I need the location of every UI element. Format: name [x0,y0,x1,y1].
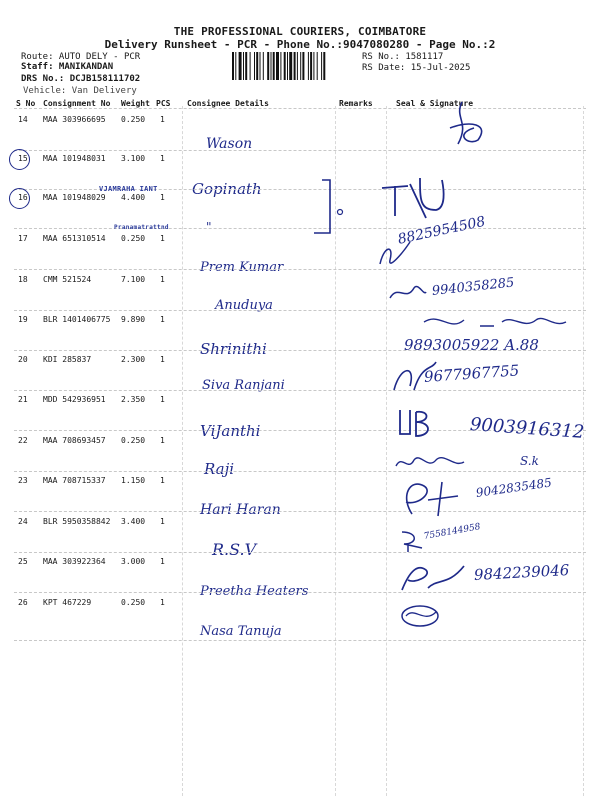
row-sno: 24 [18,517,28,526]
row-consignment-no: CMM 521524 [43,275,92,284]
handwritten-phone: 9940358285 [431,275,516,299]
row-weight: 2.300 [121,355,146,364]
circle-mark-16 [9,188,30,209]
row-consignment-no: KDI 285837 [43,355,92,364]
row-consignee-handwritten: Preetha Heaters [200,584,309,599]
row-sno: 17 [18,234,28,243]
row-weight: 0.250 [121,436,146,445]
row-divider [14,511,586,512]
rs-number: RS No.: 1581117 [362,52,444,62]
row-weight: 3.000 [121,557,146,566]
drs-label: DRS No.: DCJB158111702 [21,74,141,84]
stamp-impression: Pranamatrattnd [114,224,169,231]
handwritten-phone: 9003916312 [469,414,585,443]
row-pcs: 1 [160,275,165,284]
handwritten-phone: 8825954508 [396,213,487,248]
barcode [232,52,354,80]
row-divider [14,269,586,270]
row-sno: 14 [18,115,28,124]
row-consignee-handwritten: Raji [204,460,235,478]
row-consignee-handwritten: Gopinath [192,180,262,198]
row-divider [14,310,586,311]
row-consignment-no: MAA 708715337 [43,476,106,485]
row-consignment-no: MAA 303922364 [43,557,106,566]
row-sno: 23 [18,476,28,485]
col-pcs: PCS [156,99,171,108]
row-consignee-handwritten: Hari Haran [200,502,281,518]
col-consignee: Consignee Details [187,99,269,108]
row-weight: 4.400 [121,193,146,202]
signature-scribble [394,452,474,474]
row-consignee-handwritten: Anuduya [215,298,273,313]
circle-mark-15 [9,149,30,170]
column-divider [182,106,183,796]
row-pcs: 1 [160,193,165,202]
row-pcs: 1 [160,395,165,404]
rs-date: RS Date: 15-Jul-2025 [362,63,471,73]
row-weight: 0.250 [121,234,146,243]
signature-scribble [420,312,570,336]
row-weight: 2.350 [121,395,146,404]
row-divider [14,228,586,229]
col-sno: S No [16,99,36,108]
bracket-mark [312,178,352,238]
row-sno: 22 [18,436,28,445]
row-pcs: 1 [160,517,165,526]
row-consignee-handwritten: Siva Ranjani [202,378,285,393]
row-pcs: 1 [160,355,165,364]
row-consignee-handwritten: R.S.V [212,540,257,559]
row-sno: 15 [18,154,28,163]
row-pcs: 1 [160,234,165,243]
handwritten-note: S.k [520,454,539,468]
row-consignment-no: MAA 708693457 [43,436,106,445]
row-weight: 0.250 [121,115,146,124]
col-weight: Weight [121,99,150,108]
row-consignment-no: MAA 101948031 [43,154,106,163]
row-sno: 25 [18,557,28,566]
row-consignment-no: MAA 303966695 [43,115,106,124]
row-consignee-handwritten: " [206,220,212,234]
row-weight: 3.400 [121,517,146,526]
row-pcs: 1 [160,476,165,485]
row-consignee-handwritten: ViJanthi [200,422,261,440]
handwritten-phone: 9842239046 [473,561,570,584]
signature-scribble [398,476,468,518]
col-consignment: Consignment No [43,99,111,108]
signature-scribble [388,280,428,308]
handwritten-phone: 9677967755 [423,361,520,386]
row-consignment-no: MAA 101948029 [43,193,106,202]
header-rule [14,108,586,109]
row-pcs: 1 [160,598,165,607]
row-weight: 0.250 [121,598,146,607]
runsheet-subtitle: Delivery Runsheet - PCR - Phone No.:9047080280 - Page No.:2 [104,38,496,51]
signature-scribble [440,100,500,150]
col-seal: Seal & Signature [396,99,474,108]
handwritten-phone: 7558144958 [423,522,482,542]
row-divider [14,592,586,593]
row-consignment-no: KPT 467229 [43,598,92,607]
row-consignee-handwritten: Shrinithi [200,340,267,358]
handwritten-phone: 9893005922 A.88 [404,336,539,354]
row-weight: 9.890 [121,315,146,324]
row-sno: 19 [18,315,28,324]
row-divider [14,471,586,472]
initials-mark [396,406,436,442]
row-pcs: 1 [160,115,165,124]
signature-scribble [398,600,444,630]
stamp-impression: VJAMRAHA IANT [99,185,158,193]
row-divider [14,552,586,553]
row-sno: 26 [18,598,28,607]
row-pcs: 1 [160,315,165,324]
row-divider [14,150,586,151]
row-divider [14,640,586,641]
company-title: THE PROFESSIONAL COURIERS, COIMBATORE [173,25,427,38]
row-weight: 3.100 [121,154,146,163]
row-pcs: 1 [160,154,165,163]
row-pcs: 1 [160,557,165,566]
col-remarks: Remarks [339,99,373,108]
row-consignment-no: MAA 651310514 [43,234,106,243]
row-consignment-no: BLR 1401406775 [43,315,111,324]
row-divider [14,390,586,391]
row-consignment-no: BLR 5950358842 [43,517,111,526]
row-pcs: 1 [160,436,165,445]
route-label: Route: AUTO DELY - PCR [21,52,141,62]
column-divider [583,106,584,796]
signature-scribble [398,560,468,596]
row-sno: 20 [18,355,28,364]
row-sno: 18 [18,275,28,284]
staff-label: Staff: MANIKANDAN [21,62,114,72]
row-weight: 1.150 [121,476,146,485]
row-weight: 7.100 [121,275,146,284]
handwritten-phone: 9042835485 [475,475,553,500]
row-sno: 16 [18,193,28,202]
row-consignee-handwritten: Nasa Tanuja [200,624,282,639]
row-consignment-no: MDD 542936951 [43,395,106,404]
row-consignee-handwritten: Wason [206,136,253,152]
row-sno: 21 [18,395,28,404]
vehicle-label: Vehicle: Van Delivery [23,86,137,96]
row-consignee-handwritten: Prem Kumar [200,260,284,275]
